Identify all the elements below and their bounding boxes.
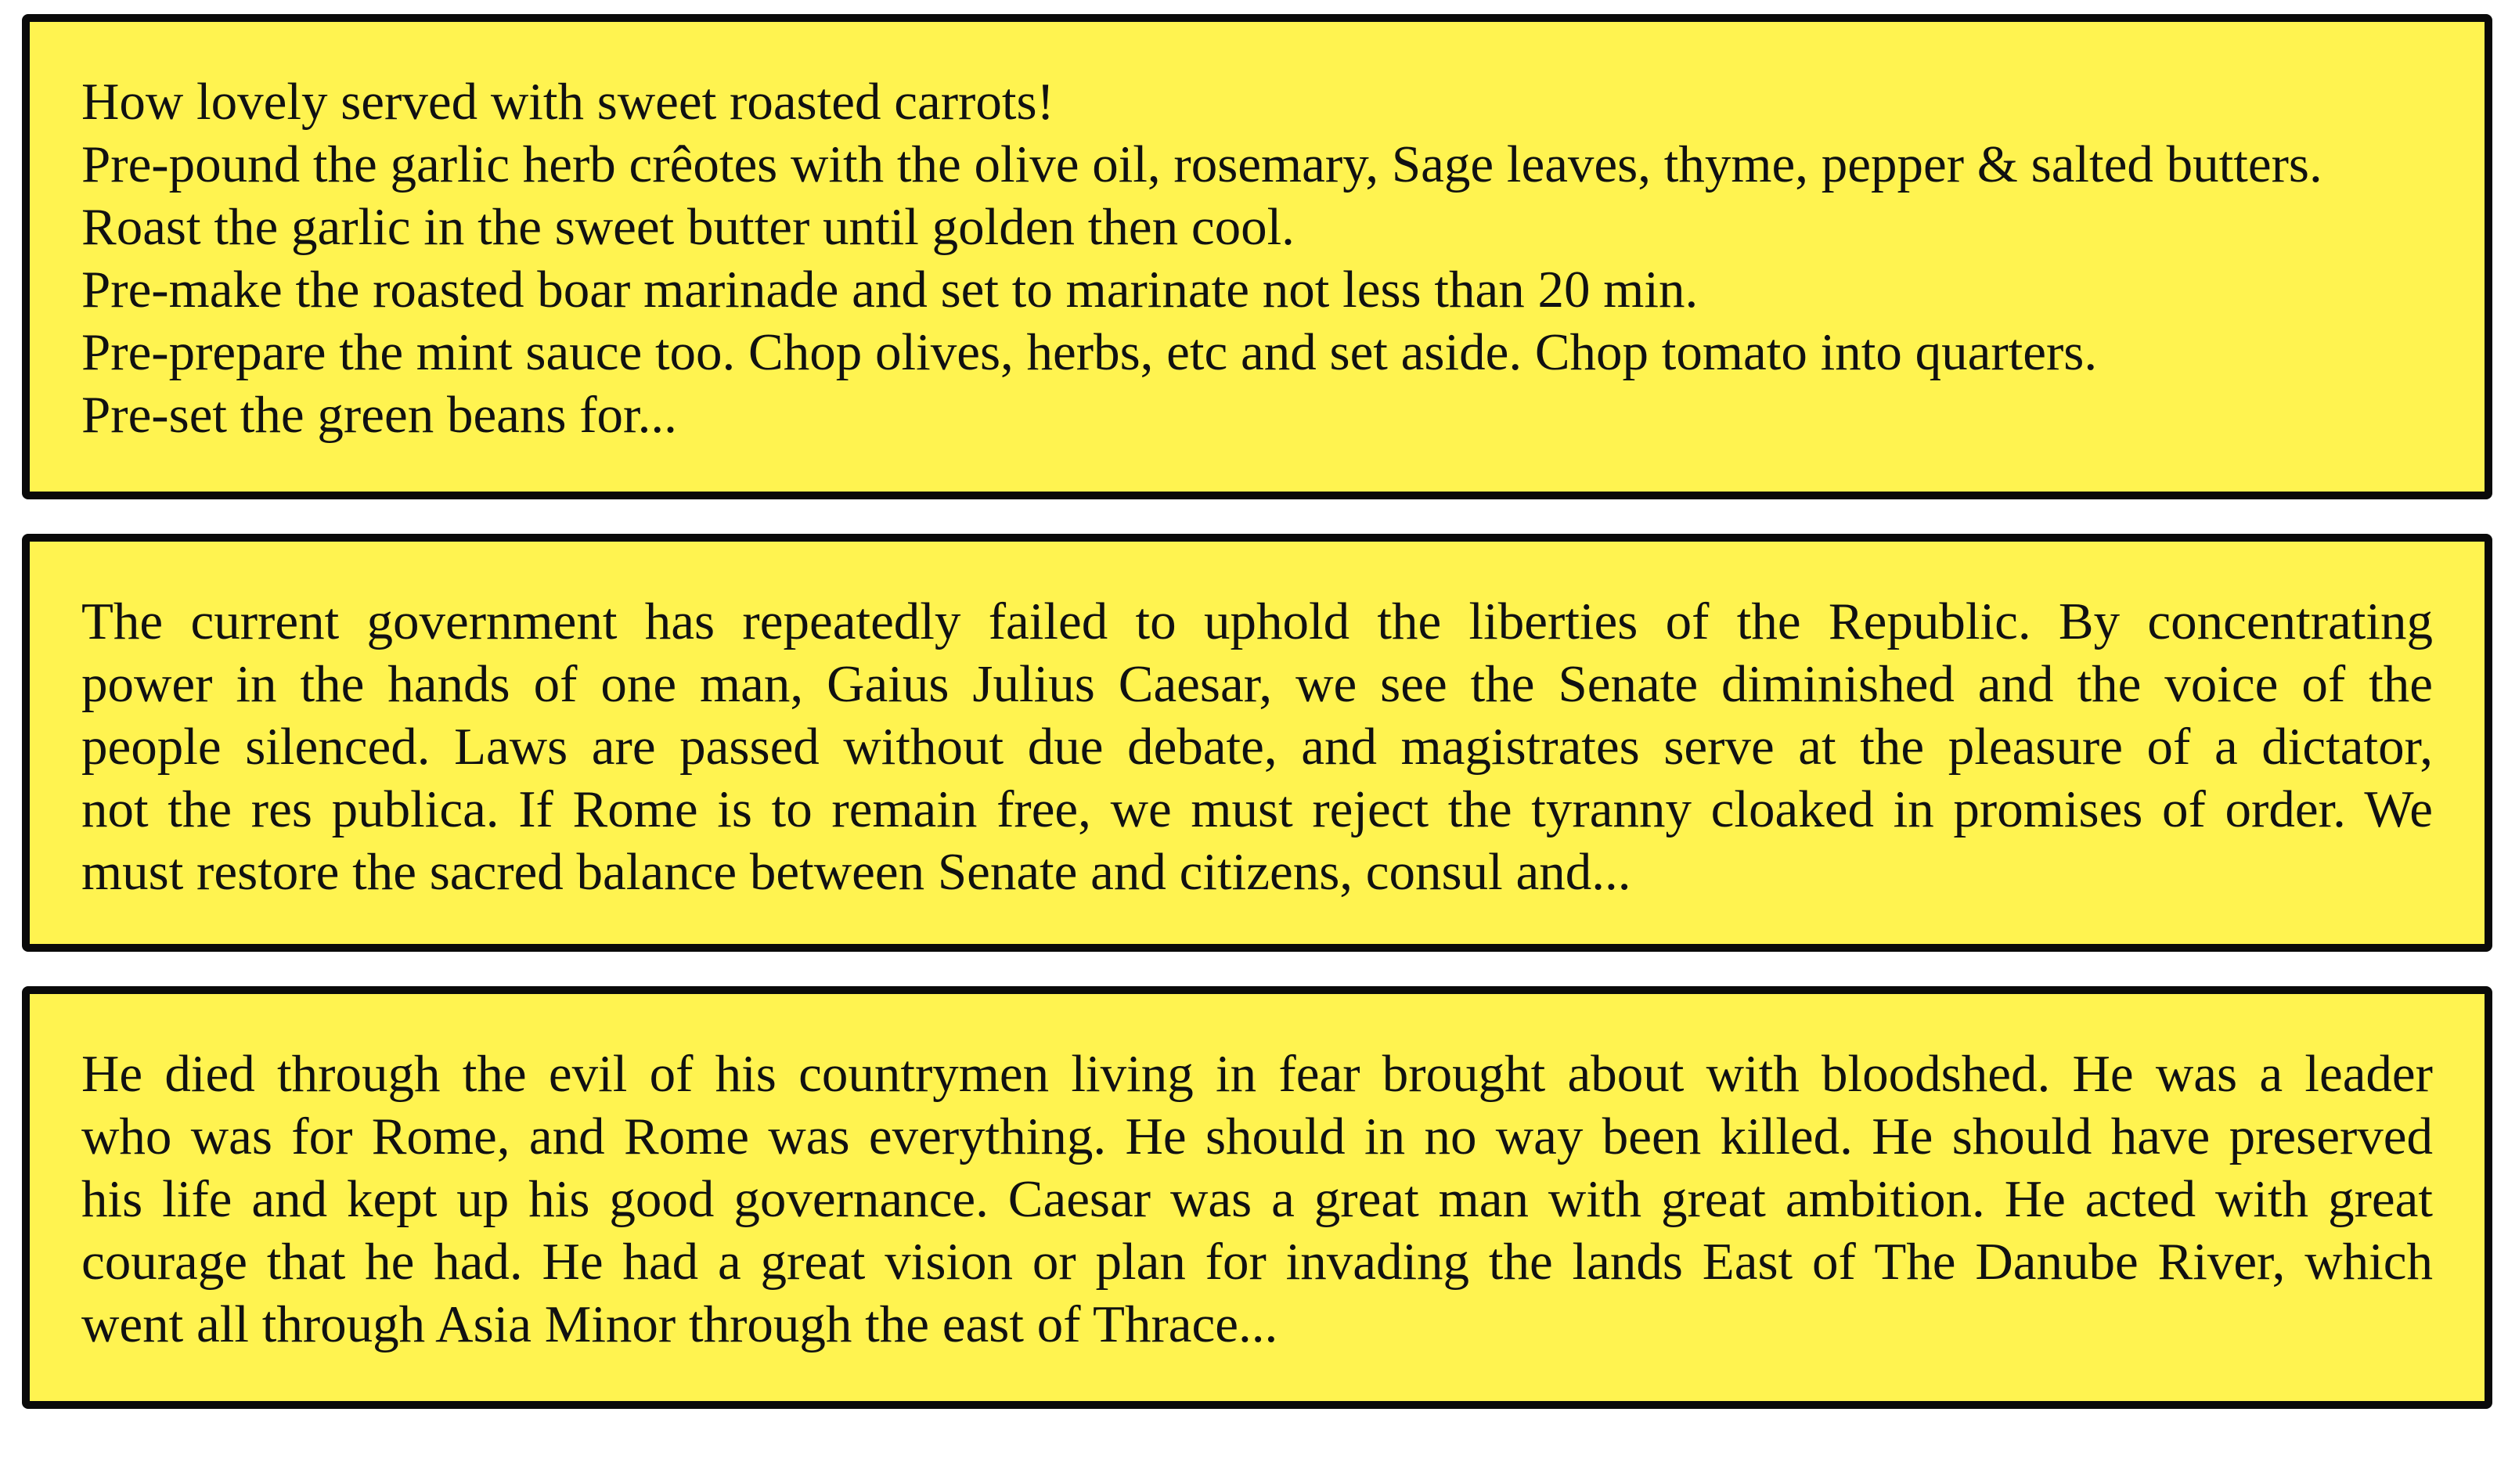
text-line: courage that he had. He had a great vision or plan for invading the lands East of The Danube River, which [81,1233,2433,1291]
text-line: Pre-make the roasted boar marinade and set to marinate not less than 20 min. [81,261,1699,319]
text-panel-republic [22,534,2492,952]
text-line: How lovely served with sweet roasted carrots! [81,73,1054,131]
text-line: He died through the evil of his countrymen living in fear brought about with bloodshed. He was a leader [81,1045,2433,1103]
text-line: must restore the sacred balance between Senate and citizens, consul and... [81,843,1631,901]
text-line: The current government has repeatedly failed to uphold the liberties of the Republic. By concentrating [81,593,2433,650]
text-line: not the res publica. If Rome is to remain free, we must reject the tyranny cloaked in promises of order. We [81,780,2433,838]
text-panel-caesar [22,986,2492,1409]
text-line: power in the hands of one man, Gaius Julius Caesar, we see the Senate diminished and the voice of the [81,655,2433,713]
text-line: Pre-pound the garlic herb crêotes with the olive oil, rosemary, Sage leaves, thyme, pepper & salted butters. [81,135,2322,193]
text-line: who was for Rome, and Rome was everything. He should in no way been killed. He should have preserved [81,1108,2433,1165]
text-line: his life and kept up his good governance. Caesar was a great man with great ambition. He acted with great [81,1170,2433,1228]
text-line: went all through Asia Minor through the east of Thrace... [81,1295,1278,1353]
text-panel-recipe [22,14,2492,499]
text-line: Pre-prepare the mint sauce too. Chop olives, herbs, etc and set aside. Chop tomato into quarters. [81,323,2098,381]
text-line: people silenced. Laws are passed without due debate, and magistrates serve at the pleasure of a dictator, [81,718,2433,776]
text-line: Pre-set the green beans for... [81,386,677,444]
text-line: Roast the garlic in the sweet butter until golden then cool. [81,198,1295,256]
